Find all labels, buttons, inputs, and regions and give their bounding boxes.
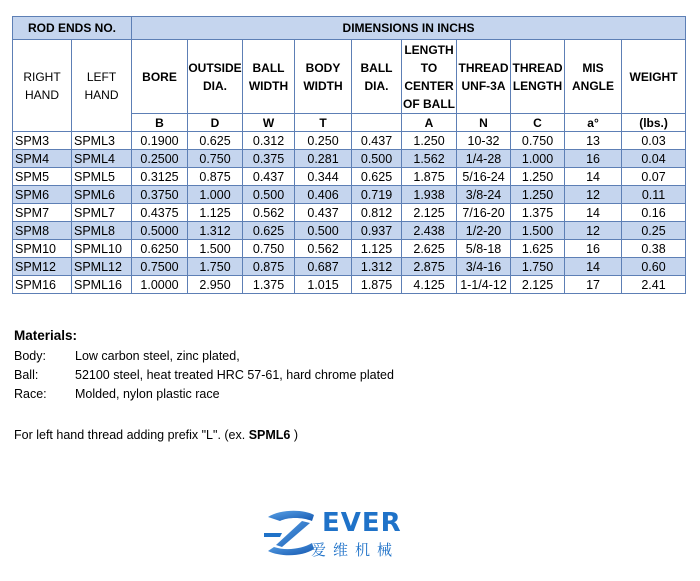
table-cell: SPML10 — [72, 240, 132, 258]
material-item — [14, 366, 394, 385]
table-cell: 0.03 — [622, 132, 686, 150]
table-cell: 12 — [565, 222, 622, 240]
symbol-cell: W — [243, 114, 295, 132]
table-cell: 0.750 — [188, 150, 243, 168]
table-cell: 7/16-20 — [457, 204, 511, 222]
table-cell: 0.500 — [295, 222, 352, 240]
table-cell: SPM5 — [13, 168, 72, 186]
table-cell: 10-32 — [457, 132, 511, 150]
table-cell: 0.07 — [622, 168, 686, 186]
table-cell: 4.125 — [402, 276, 457, 294]
table-cell: 1.875 — [402, 168, 457, 186]
table-cell: 17 — [565, 276, 622, 294]
table-cell: SPM10 — [13, 240, 72, 258]
table-cell: 0.2500 — [132, 150, 188, 168]
table-cell: 14 — [565, 204, 622, 222]
thread-length-header: THREAD LENGTH — [511, 40, 565, 114]
table-row — [13, 132, 686, 150]
table-cell: 0.11 — [622, 186, 686, 204]
table-cell: 1.875 — [352, 276, 402, 294]
table-cell: SPML5 — [72, 168, 132, 186]
table-cell: 0.750 — [511, 132, 565, 150]
table-cell: 0.7500 — [132, 258, 188, 276]
material-key: Race: — [14, 387, 47, 401]
right-hand-header: RIGHT HAND — [13, 40, 72, 132]
table-cell: 0.6250 — [132, 240, 188, 258]
table-cell: 0.1900 — [132, 132, 188, 150]
materials-section — [14, 328, 394, 404]
table-cell: 0.60 — [622, 258, 686, 276]
table-cell: SPML3 — [72, 132, 132, 150]
table-cell: 0.3750 — [132, 186, 188, 204]
table-cell: 0.687 — [295, 258, 352, 276]
table-cell: SPML12 — [72, 258, 132, 276]
prefix-note-example: SPML6 — [248, 428, 291, 442]
table-cell: 1/2-20 — [457, 222, 511, 240]
material-value: Molded, nylon plastic race — [75, 387, 220, 401]
table-cell: 16 — [565, 240, 622, 258]
prefix-note-text: For left hand thread adding prefix "L". (ex. — [14, 428, 249, 442]
table-cell: SPM8 — [13, 222, 72, 240]
table-cell: 1.938 — [402, 186, 457, 204]
table-cell: SPML16 — [72, 276, 132, 294]
table-cell: 1.015 — [295, 276, 352, 294]
table-cell: 0.562 — [243, 204, 295, 222]
dimensions-header: DIMENSIONS IN INCHS — [132, 17, 686, 40]
table-cell: 1.375 — [243, 276, 295, 294]
table-cell: 2.125 — [511, 276, 565, 294]
material-value: Low carbon steel, zinc plated, — [75, 349, 240, 363]
table-cell: 0.562 — [295, 240, 352, 258]
table-cell: 1.500 — [511, 222, 565, 240]
table-cell: 0.375 — [243, 150, 295, 168]
table-cell: 0.812 — [352, 204, 402, 222]
table-cell: SPML8 — [72, 222, 132, 240]
table-cell: 0.4375 — [132, 204, 188, 222]
bore-header: BORE — [132, 40, 188, 114]
brand-name: EVER — [322, 508, 402, 538]
table-cell: 2.125 — [402, 204, 457, 222]
table-row — [13, 168, 686, 186]
table-cell: 1.125 — [188, 204, 243, 222]
table-cell: 0.937 — [352, 222, 402, 240]
table-cell: 1.250 — [511, 168, 565, 186]
table-cell: 0.625 — [243, 222, 295, 240]
materials-title: Materials: — [14, 328, 78, 343]
table-cell: 0.625 — [188, 132, 243, 150]
weight-header: WEIGHT — [622, 40, 686, 114]
table-row — [13, 204, 686, 222]
table-cell: 2.950 — [188, 276, 243, 294]
table-cell: 1.312 — [188, 222, 243, 240]
table-cell: 0.250 — [295, 132, 352, 150]
table-cell: 14 — [565, 258, 622, 276]
table-cell: 1.500 — [188, 240, 243, 258]
table-row — [13, 258, 686, 276]
table-cell: 13 — [565, 132, 622, 150]
ball-width-header: BALL WIDTH — [243, 40, 295, 114]
table-cell: 1.000 — [511, 150, 565, 168]
symbol-cell: N — [457, 114, 511, 132]
table-cell: 2.438 — [402, 222, 457, 240]
table-cell: 0.406 — [295, 186, 352, 204]
table-body — [13, 132, 686, 294]
table-cell: SPM6 — [13, 186, 72, 204]
table-cell: 0.04 — [622, 150, 686, 168]
material-value: 52100 steel, heat treated HRC 57-61, hard chrome plated — [75, 368, 394, 382]
table-row — [13, 222, 686, 240]
table-cell: 0.625 — [352, 168, 402, 186]
table-cell: 12 — [565, 186, 622, 204]
table-cell: 1.125 — [352, 240, 402, 258]
table-cell: 0.875 — [243, 258, 295, 276]
table-cell: 1.0000 — [132, 276, 188, 294]
table-cell: 2.41 — [622, 276, 686, 294]
table-cell: SPM7 — [13, 204, 72, 222]
table-cell: 0.750 — [243, 240, 295, 258]
table-cell: SPM3 — [13, 132, 72, 150]
prefix-note-end: ) — [290, 428, 299, 442]
table-cell: SPML7 — [72, 204, 132, 222]
thread-header: THREAD UNF-3A — [457, 40, 511, 114]
table-cell: 1.250 — [511, 186, 565, 204]
material-item — [14, 347, 394, 366]
table-cell: 0.344 — [295, 168, 352, 186]
symbol-cell: T — [295, 114, 352, 132]
table-cell: 1.000 — [188, 186, 243, 204]
length-header: LENGTH TO CENTER OF BALL — [402, 40, 457, 114]
table-cell: 16 — [565, 150, 622, 168]
ball-dia-header: BALL DIA. — [352, 40, 402, 114]
table-cell: SPM12 — [13, 258, 72, 276]
table-cell: 3/4-16 — [457, 258, 511, 276]
table-cell: 1/4-28 — [457, 150, 511, 168]
table-cell: 3/8-24 — [457, 186, 511, 204]
table-cell: 1-1/4-12 — [457, 276, 511, 294]
symbol-cell: C — [511, 114, 565, 132]
table-cell: 0.437 — [295, 204, 352, 222]
material-key: Ball: — [14, 368, 39, 382]
table-cell: 0.281 — [295, 150, 352, 168]
table-cell: 1.750 — [511, 258, 565, 276]
table-cell: 1.250 — [402, 132, 457, 150]
table-cell: 5/16-24 — [457, 168, 511, 186]
table-cell: 0.875 — [188, 168, 243, 186]
table-cell: SPML6 — [72, 186, 132, 204]
table-cell: 2.625 — [402, 240, 457, 258]
symbol-cell: A — [402, 114, 457, 132]
table-cell: 0.719 — [352, 186, 402, 204]
table-cell: 1.375 — [511, 204, 565, 222]
symbol-cell: B — [132, 114, 188, 132]
table-cell: 0.3125 — [132, 168, 188, 186]
symbol-cell: (lbs.) — [622, 114, 686, 132]
table-row — [13, 186, 686, 204]
table-cell: 1.562 — [402, 150, 457, 168]
table-cell: 0.5000 — [132, 222, 188, 240]
prefix-note — [14, 428, 298, 442]
table-cell: 0.16 — [622, 204, 686, 222]
body-width-header: BODY WIDTH — [295, 40, 352, 114]
left-hand-header: LEFT HAND — [72, 40, 132, 132]
table-row — [13, 276, 686, 294]
symbol-cell: D — [188, 114, 243, 132]
table-cell: 0.500 — [352, 150, 402, 168]
dimensions-table — [12, 16, 686, 294]
table-cell: 1.750 — [188, 258, 243, 276]
brand-chinese: 爱维机械 — [311, 541, 400, 559]
table-cell: 0.437 — [352, 132, 402, 150]
table-cell: 0.25 — [622, 222, 686, 240]
table-row — [13, 240, 686, 258]
table-row — [13, 150, 686, 168]
table-cell: 5/8-18 — [457, 240, 511, 258]
table-cell: 1.312 — [352, 258, 402, 276]
table-cell: 1.625 — [511, 240, 565, 258]
symbol-cell: a° — [565, 114, 622, 132]
outside-dia-header: OUTSIDE DIA. — [188, 40, 243, 114]
table-cell: 14 — [565, 168, 622, 186]
table-cell: 0.312 — [243, 132, 295, 150]
rod-ends-header: ROD ENDS NO. — [13, 17, 132, 40]
ever-logo — [262, 503, 422, 565]
table-cell: SPML4 — [72, 150, 132, 168]
table-cell: 0.437 — [243, 168, 295, 186]
table-cell: SPM16 — [13, 276, 72, 294]
symbol-cell — [352, 114, 402, 132]
table-cell: 2.875 — [402, 258, 457, 276]
table-cell: 0.38 — [622, 240, 686, 258]
table-cell: SPM4 — [13, 150, 72, 168]
material-item — [14, 385, 394, 404]
material-key: Body: — [14, 349, 46, 363]
mis-angle-header: MIS ANGLE — [565, 40, 622, 114]
table-cell: 0.500 — [243, 186, 295, 204]
